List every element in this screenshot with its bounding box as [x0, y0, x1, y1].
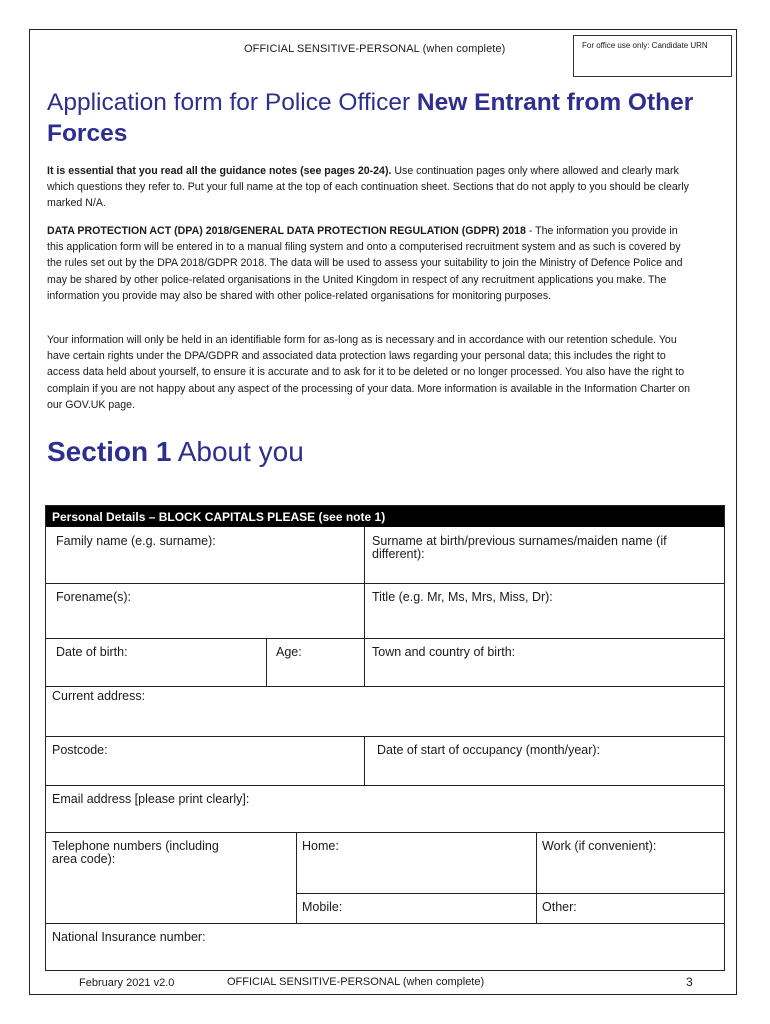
email-label: Email address [please print clearly]: [52, 792, 250, 806]
date-of-birth-field[interactable] [46, 638, 266, 686]
section-name: About you [171, 436, 304, 467]
guidance-text: Use continuation pages only where allowed and clearly mark which questions they refer to. Put your full name at the top of each continuation sheet. Sections that do not apply to you should be clearly marked N/A. [47, 165, 689, 210]
mobile-phone-label: Mobile: [302, 900, 343, 914]
town-country-label: Town and country of birth: [372, 645, 516, 659]
office-use-box[interactable] [573, 35, 732, 77]
title-field[interactable] [364, 583, 724, 638]
mobile-phone-field[interactable] [296, 893, 536, 923]
work-phone-field[interactable] [536, 832, 724, 893]
email-field[interactable] [46, 785, 724, 832]
surname-at-birth-label: Surname at birth/previous surnames/maiden name (if different): [372, 534, 667, 561]
guidance-paragraph [47, 163, 697, 212]
home-phone-field[interactable] [296, 832, 536, 893]
date-of-birth-label: Date of birth: [56, 645, 128, 659]
office-use-label: For office use only: Candidate URN [582, 41, 708, 50]
ni-number-field[interactable] [46, 923, 724, 970]
occupancy-start-field[interactable] [364, 736, 724, 785]
family-name-field[interactable] [46, 527, 364, 583]
form-title-bold: New Entrant from Other Forces [47, 89, 694, 147]
postcode-field[interactable] [46, 736, 364, 785]
data-protection-paragraph [47, 223, 697, 304]
footer-classification: OFFICIAL SENSITIVE-PERSONAL (when complete) [227, 976, 485, 988]
title-field-label: Title (e.g. Mr, Ms, Mrs, Miss, Dr): [372, 590, 553, 604]
form-title [47, 87, 707, 149]
postcode-label: Postcode: [52, 743, 108, 757]
data-protection-heading: DATA PROTECTION ACT (DPA) 2018/GENERAL DATA PROTECTION REGULATION (GDPR) 2018 [47, 225, 526, 237]
form-title-plain: Application form for Police Officer [47, 89, 417, 116]
family-name-label: Family name (e.g. surname): [56, 534, 216, 548]
home-phone-label: Home: [302, 839, 339, 853]
age-label: Age: [276, 645, 302, 659]
personal-details-heading: Personal Details – BLOCK CAPITALS PLEASE (see note 1) [46, 506, 724, 527]
occupancy-start-label: Date of start of occupancy (month/year): [377, 743, 601, 757]
surname-at-birth-field[interactable] [364, 527, 724, 583]
section-title [47, 436, 304, 468]
footer-date-version: February 2021 v2.0 [79, 977, 175, 989]
forenames-label: Forename(s): [56, 590, 132, 604]
current-address-field[interactable] [46, 686, 724, 736]
personal-details-table [45, 505, 725, 971]
town-country-field[interactable] [364, 638, 724, 686]
header-classification: OFFICIAL SENSITIVE-PERSONAL (when complete) [244, 43, 506, 55]
guidance-bold: It is essential that you read all the guidance notes (see pages 20-24). [47, 165, 392, 177]
data-protection-text: - The information you provide in this application form will be entered in to a manual filing system and onto a computerised recruitment system and as such is covered by the rules set out by the DPA 2018/GDPR 2018. The data will be used to assess your suitability to join the Ministry of Defence Police and may be shared by other police-related organisations in the United Kingdom in respect of any recruitment applications you make. The information you provide may also be shared with other police-related organisations for monitoring purposes. [47, 225, 683, 302]
forenames-field[interactable] [46, 583, 364, 638]
retention-paragraph: Your information will only be held in an identifiable form for as-long as is necessary and in accordance with our retention schedule. You have certain rights under the DPA/GDPR and associated data protection laws regarding your personal data; this includes the right to access data held about yourself, to ensure it is accurate and to ask for it to be deleted or no longer processed. You also have the right to complain if you are not happy about any aspect of the processing of your data. More information is available in the Information Charter on our GOV.UK page. [47, 334, 691, 411]
telephone-label: Telephone numbers (including area code): [52, 839, 219, 866]
work-phone-label: Work (if convenient): [542, 839, 657, 853]
age-field[interactable] [266, 638, 364, 686]
other-phone-label: Other: [542, 900, 577, 914]
current-address-label: Current address: [52, 689, 146, 703]
section-number: Section 1 [47, 436, 172, 467]
ni-number-label: National Insurance number: [52, 930, 206, 944]
telephone-field [46, 832, 296, 923]
other-phone-field[interactable] [536, 893, 724, 923]
page-number: 3 [686, 975, 693, 989]
